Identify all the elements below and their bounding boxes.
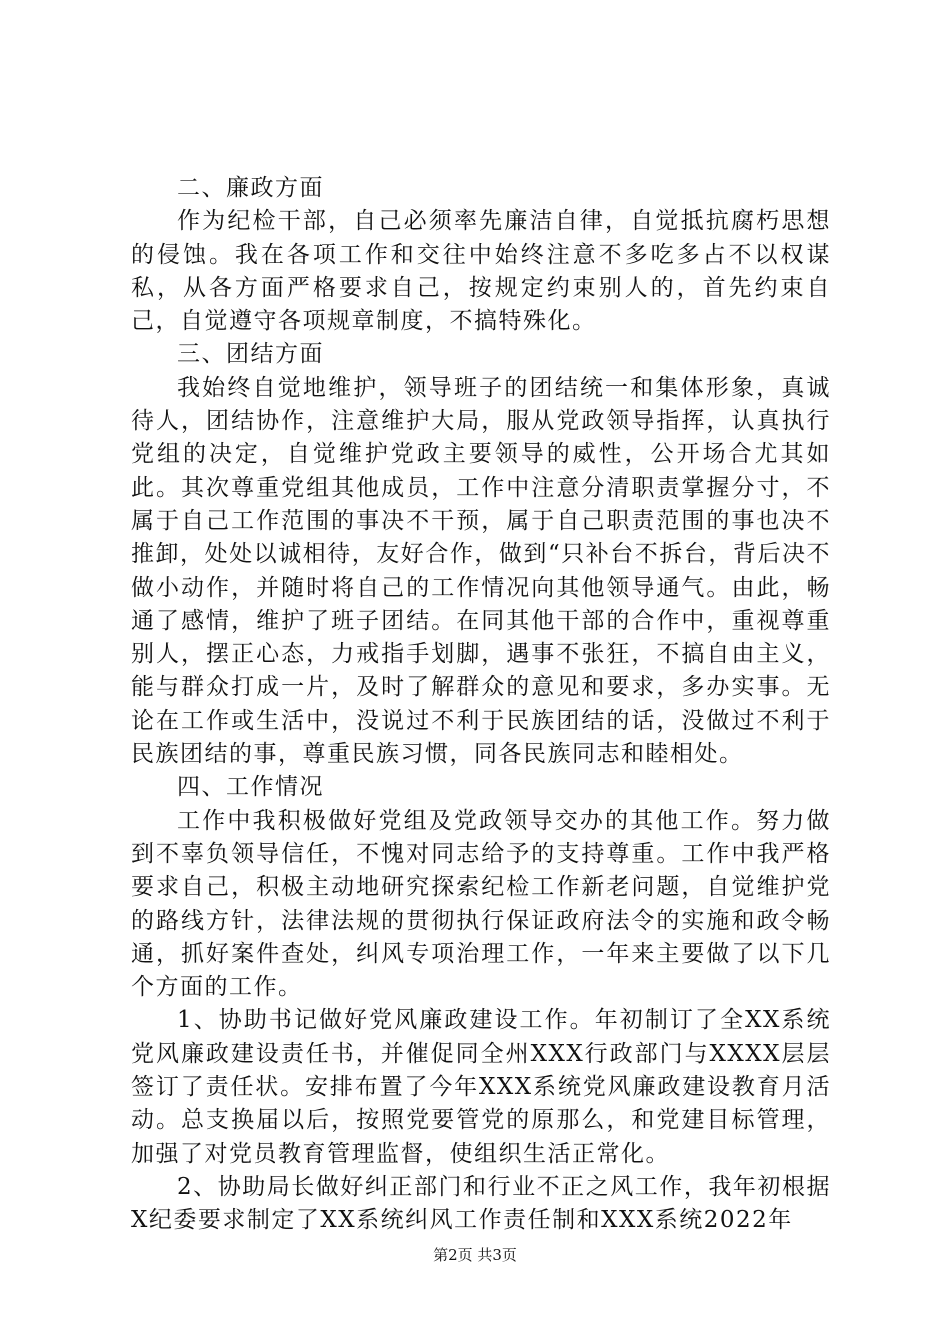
section-heading-integrity: 二、廉政方面 (177, 175, 324, 201)
paragraph-integrity: 作为纪检干部，自己必须率先廉洁自律，自觉抵抗腐朽思想的侵蚀。我在各项工作和交往中始终注意不多吃多占不以权谋私，从各方面严格要求自己，按规定约束别人的，首先约束自己，自觉遵守各项规章制度，不搞特殊化。 (131, 208, 831, 335)
section-heading-unity: 三、团结方面 (177, 341, 324, 368)
document-body (131, 172, 831, 1238)
paragraph-unity: 我始终自觉地维护，领导班子的团结统一和集体形象，真诚待人，团结协作，注意维护大局，服从党政领导指挥，认真执行党组的决定，自觉维护党政主要领导的威性，公开场合尤其如此。其次尊重党组其他成员，工作中注意分清职责掌握分寸，不属于自己工作范围的事决不干预，属于自己职责范围的事也决不推卸，处处以诚相待，友好合作，做到“只补台不拆台，背后决不做小动作，并随时将自己的工作情况向其他领导通气。由此，畅通了感情，维护了班子团结。在同其他干部的合作中，重视尊重别人，摆正心态，力戒指手划脚，遇事不张狂，不搞自由主义，能与群众打成一片，及时了解群众的意见和要求，多办实事。无论在工作或生活中，没说过不利于民族团结的话，没做过不利于民族团结的事，尊重民族习惯，同各民族同志和睦相处。 (131, 374, 831, 768)
section-heading-work: 四、工作情况 (177, 774, 324, 801)
page-number-footer: 第2页 共3页 (433, 1246, 517, 1264)
paragraph-work-item-2: 2、协助局长做好纠正部门和行业不正之风工作，我年初根据X纪委要求制定了XX系统纠风工作责任制和XXX系统2022年 (131, 1173, 831, 1234)
paragraph-work-intro: 工作中我积极做好党组及党政领导交办的其他工作。努力做到不辜负领导信任，不愧对同志给予的支持尊重。工作中我严格要求自己，积极主动地研究探索纪检工作新老问题，自觉维护党的路线方针，法律法规的贯彻执行保证政府法令的实施和政令畅通，抓好案件查处，纠风专项治理工作，一年来主要做了以下几个方面的工作。 (131, 807, 831, 1001)
paragraph-work-item-1: 1、协助书记做好党风廉政建设工作。年初制订了全XX系统党风廉政建设责任书，并催促同全州XXX行政部门与XXXX层层签订了责任状。安排布置了今年XXX系统党风廉政建设教育月活动。总支换届以后，按照党要管党的原那么，和党建目标管理，加强了对党员教育管理监督，使组织生活正常化。 (131, 1007, 831, 1167)
